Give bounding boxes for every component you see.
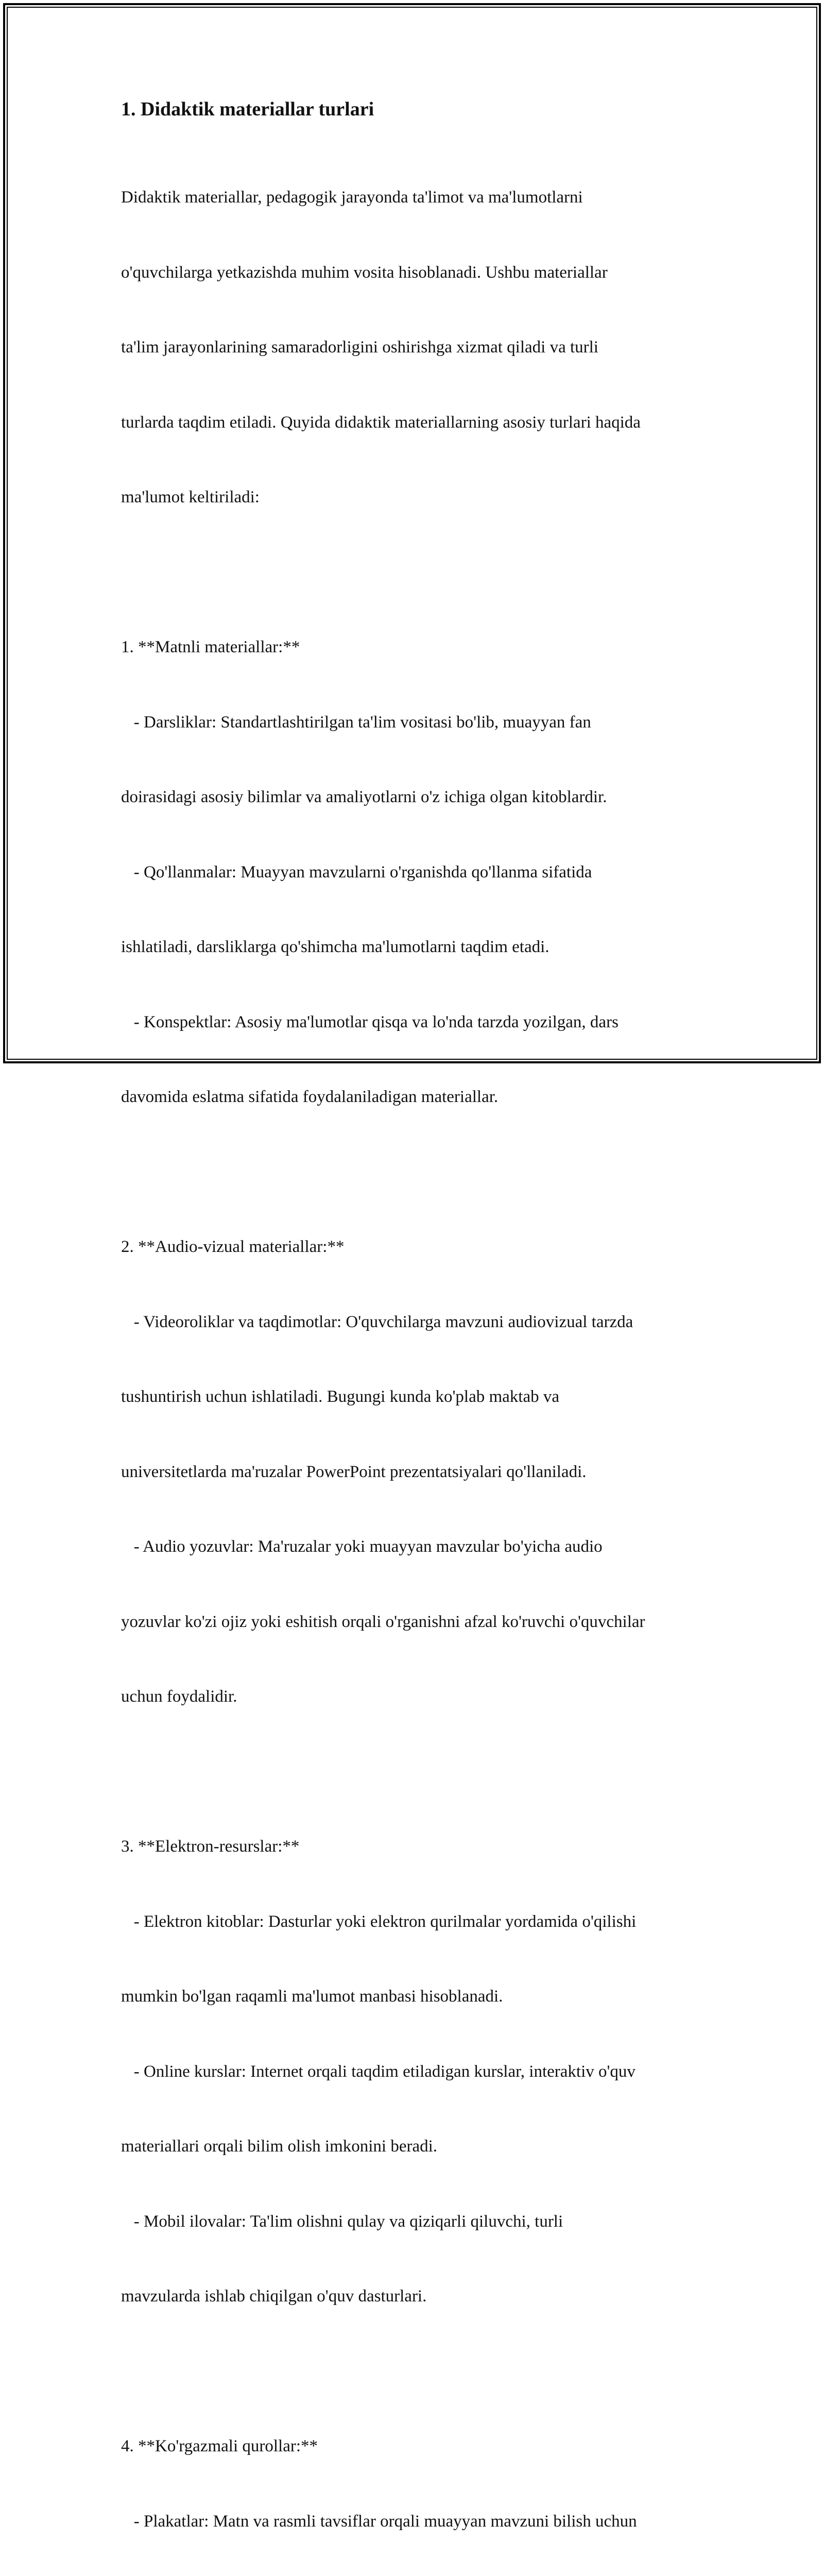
section-line: - Mobil ilovalar: Ta'lim olishni qulay va qiziqarli qiluvchi, turli [121,2212,563,2231]
section-line: uchun foydalidir. [121,1687,237,1706]
intro-line: turlarda taqdim etiladi. Quyida didaktik materiallarning asosiy turlari haqida [121,413,641,432]
section-line: - Plakatlar: Matn va rasmli tavsiflar orqali muayyan mavzuni bilish uchun [121,2512,637,2531]
section-line: ishlatiladi, darsliklarga qo'shimcha ma'lumotlarni taqdim etadi. [121,938,550,956]
section-elektron-resurslar [121,1784,713,2359]
section-heading: 2. **Audio-vizual materiallar:** [121,1238,345,1256]
paragraph-spacer [121,560,713,585]
section-line: universitetlarda ma'ruzalar PowerPoint prezentatsiyalari qo'llaniladi. [121,1462,587,1481]
document-body [121,97,713,2576]
intro-line: o'quvchilarga yetkazishda muhim vosita hisoblanadi. Ushbu materiallar [121,263,608,282]
section-line: materiallari orqali bilim olish imkonini beradi. [121,2137,438,2156]
section-line: - Darsliklar: Standartlashtirilgan ta'lim vositasi bo'lib, muayyan fan [121,713,591,732]
section-line: - Online kurslar: Internet orqali taqdim etiladigan kurslar, interaktiv o'quv [121,2062,636,2081]
intro-paragraph [121,135,713,560]
paragraph-spacer [121,1759,713,1785]
section-line: mavzularda ishlab chiqilgan o'quv dasturlari. [121,2287,427,2306]
section-audio-vizual-materiallar [121,1184,713,1759]
intro-line: Didaktik materiallar, pedagogik jarayonda ta'limot va ma'lumotlarni [121,188,583,207]
section-line: - Qo'llanmalar: Muayyan mavzularni o'rganishda qo'llanma sifatida [121,862,592,882]
intro-line: ta'lim jarayonlarining samaradorligini oshirishga xizmat qiladi va turli [121,338,598,357]
section-line: davomida eslatma sifatida foydalaniladigan materiallar. [121,1088,499,1106]
section-line: tushuntirish uchun ishlatiladi. Bugungi kunda ko'plab maktab va [121,1387,560,1406]
section-heading: 3. **Elektron-resurslar:** [121,1837,300,1856]
section-line: yozuvlar ko'zi ojiz yoki eshitish orqali o'rganishni afzal ko'ruvchi o'quvchilar [121,1612,645,1631]
section-matnli-materiallar [121,585,713,1160]
document-title: 1. Didaktik materiallar turlari [121,98,374,120]
section-heading: 4. **Ko'rgazmali qurollar:** [121,2437,318,2455]
section-heading: 1. **Matnli materiallar:** [121,638,300,656]
section-line: doirasidagi asosiy bilimlar va amaliyotlarni o'z ichiga olgan kitoblardir. [121,788,607,806]
section-line: - Konspektlar: Asosiy ma'lumotlar qisqa va lo'nda tarzda yozilgan, dars [121,1012,619,1031]
section-line: - Elektron kitoblar: Dasturlar yoki elektron qurilmalar yordamida o'qilishi [121,1912,637,1931]
section-line: - Audio yozuvlar: Ma'ruzalar yoki muayyan mavzular bo'yicha audio [121,1537,603,1556]
section-korgazmali-qurollar [121,2384,713,2576]
section-line: mumkin bo'lgan raqamli ma'lumot manbasi hisoblanadi. [121,1987,503,2006]
intro-line: ma'lumot keltiriladi: [121,488,260,506]
section-line: - Videoroliklar va taqdimotlar: O'quvchilarga mavzuni audiovizual tarzda [121,1312,633,1331]
paragraph-spacer [121,2359,713,2384]
paragraph-spacer [121,1160,713,1185]
